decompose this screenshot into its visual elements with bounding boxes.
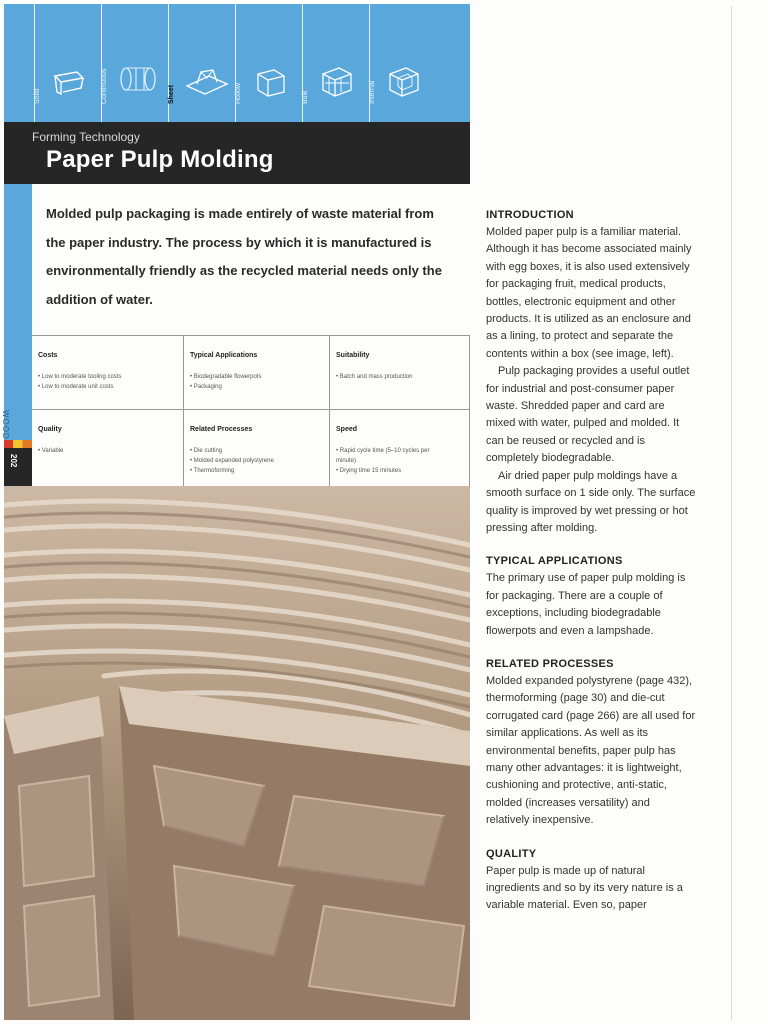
bulk-form-icon [319, 64, 355, 100]
grid-item: • Drying time 15 minutes [336, 468, 402, 474]
grid-heading: Related Processes [190, 426, 253, 433]
hollow-form-icon [252, 64, 288, 100]
page-number-tab [4, 448, 32, 486]
grid-item: • Variable [38, 448, 64, 454]
related-processes-paragraph: Molded expanded polystyrene (page 432), thermoforming (page 30) and die-cut corrugated card (page 266) are all used for similar applications. As well as its environmental benefits, paper pulp has many other advantages: it is lightweight, cushioning and protective, anti-static, molded (increases versatility) and relatively inexpensive. [486, 674, 696, 827]
grid-cell-related [184, 410, 330, 487]
category-continuous [101, 4, 168, 122]
grid-item: • Die cutting [190, 448, 223, 454]
grid-item: minute) [336, 458, 357, 464]
section-kicker: Forming Technology [32, 130, 140, 144]
category-label: Solid [34, 88, 41, 104]
category-label: Continuous [101, 68, 108, 104]
page-edge-rule [731, 6, 732, 1020]
section-label: WOOD [1, 410, 10, 440]
heading-quality: QUALITY [486, 847, 537, 860]
color-marker [4, 440, 32, 448]
category-label: Internal [369, 80, 376, 104]
category-label-active: Sheet [168, 84, 175, 104]
category-bulk [302, 4, 369, 122]
category-solid [34, 4, 101, 122]
grid-item: • Low to moderate unit costs [38, 384, 114, 390]
page-title: Paper Pulp Molding [46, 146, 274, 173]
grid-cell-quality [32, 410, 184, 487]
category-label: Bulk [302, 90, 309, 104]
grid-cell-speed [330, 410, 470, 487]
solid-form-icon [51, 64, 87, 100]
sheet-form-icon [185, 64, 229, 100]
heading-related-processes: RELATED PROCESSES [486, 657, 614, 670]
category-band [4, 4, 470, 122]
page-number: 202 [9, 454, 18, 468]
grid-item: • Thermoforming [190, 468, 235, 474]
grid-heading: Quality [38, 426, 62, 433]
category-hollow [235, 4, 302, 122]
pulp-packaging-photo [4, 486, 470, 1020]
grid-heading: Suitability [336, 352, 370, 359]
grid-item: • Rapid cycle time (5–10 cycles per [336, 448, 430, 454]
grid-heading: Typical Applications [190, 352, 258, 359]
grid-heading: Costs [38, 352, 58, 359]
grid-heading: Speed [336, 426, 358, 433]
introduction-paragraph-3: Air dried paper pulp moldings have a smooth surface on 1 side only. The surface quality is improved by wet pressing or hot pressing after molding. [486, 469, 696, 534]
body-column [486, 207, 696, 915]
category-sheet [168, 4, 235, 122]
introduction-paragraph-2: Pulp packaging provides a useful outlet for industrial and post-consumer paper waste. Shredded paper and card are mixed with water, pulped and molded. It can be reused or recycled and is completely biodegradable. [486, 365, 690, 465]
grid-cell-costs [32, 336, 184, 409]
category-internal [369, 4, 471, 122]
heading-introduction: INTRODUCTION [486, 209, 574, 221]
category-label: Hollow [235, 82, 242, 104]
grid-item: • Low to moderate tooling costs [38, 374, 122, 380]
grid-item: • Biodegradable flowerpots [190, 374, 262, 380]
grid-item: • Packaging [190, 384, 222, 390]
grid-cell-suitability [330, 336, 470, 409]
quality-paragraph: Paper pulp is made up of natural ingredients and so by its very nature is a variable material. Even so, paper [486, 864, 683, 912]
grid-item: • Batch and mass production [336, 374, 413, 380]
continuous-form-icon [118, 64, 158, 94]
introduction-paragraph-1: Molded paper pulp is a familiar material. Although it has become associated mainly with egg boxes, it is also used extensively for packaging fruit, medical products, bottles, electronic equipment and other products. It is utilized as an enclosure and as a lining, to protect and separate the contents within a box (see image, left). [486, 226, 692, 360]
internal-form-icon [386, 64, 422, 100]
heading-typical-applications: TYPICAL APPLICATIONS [486, 555, 623, 568]
grid-item: • Molded expanded polystyrene [190, 458, 274, 464]
grid-cell-applications [184, 336, 330, 409]
info-grid [32, 335, 470, 487]
pulp-trays-image [4, 486, 470, 1020]
typical-applications-paragraph: The primary use of paper pulp molding is for packaging. There are a couple of exceptions, including biodegradable flowerpots and even a lampshade. [486, 572, 686, 637]
intro-paragraph: Molded pulp packaging is made entirely of waste material from the paper industry. The process by which it is manufactured is environmentally friendly as the recycled material needs only the addition of water. [46, 206, 442, 307]
